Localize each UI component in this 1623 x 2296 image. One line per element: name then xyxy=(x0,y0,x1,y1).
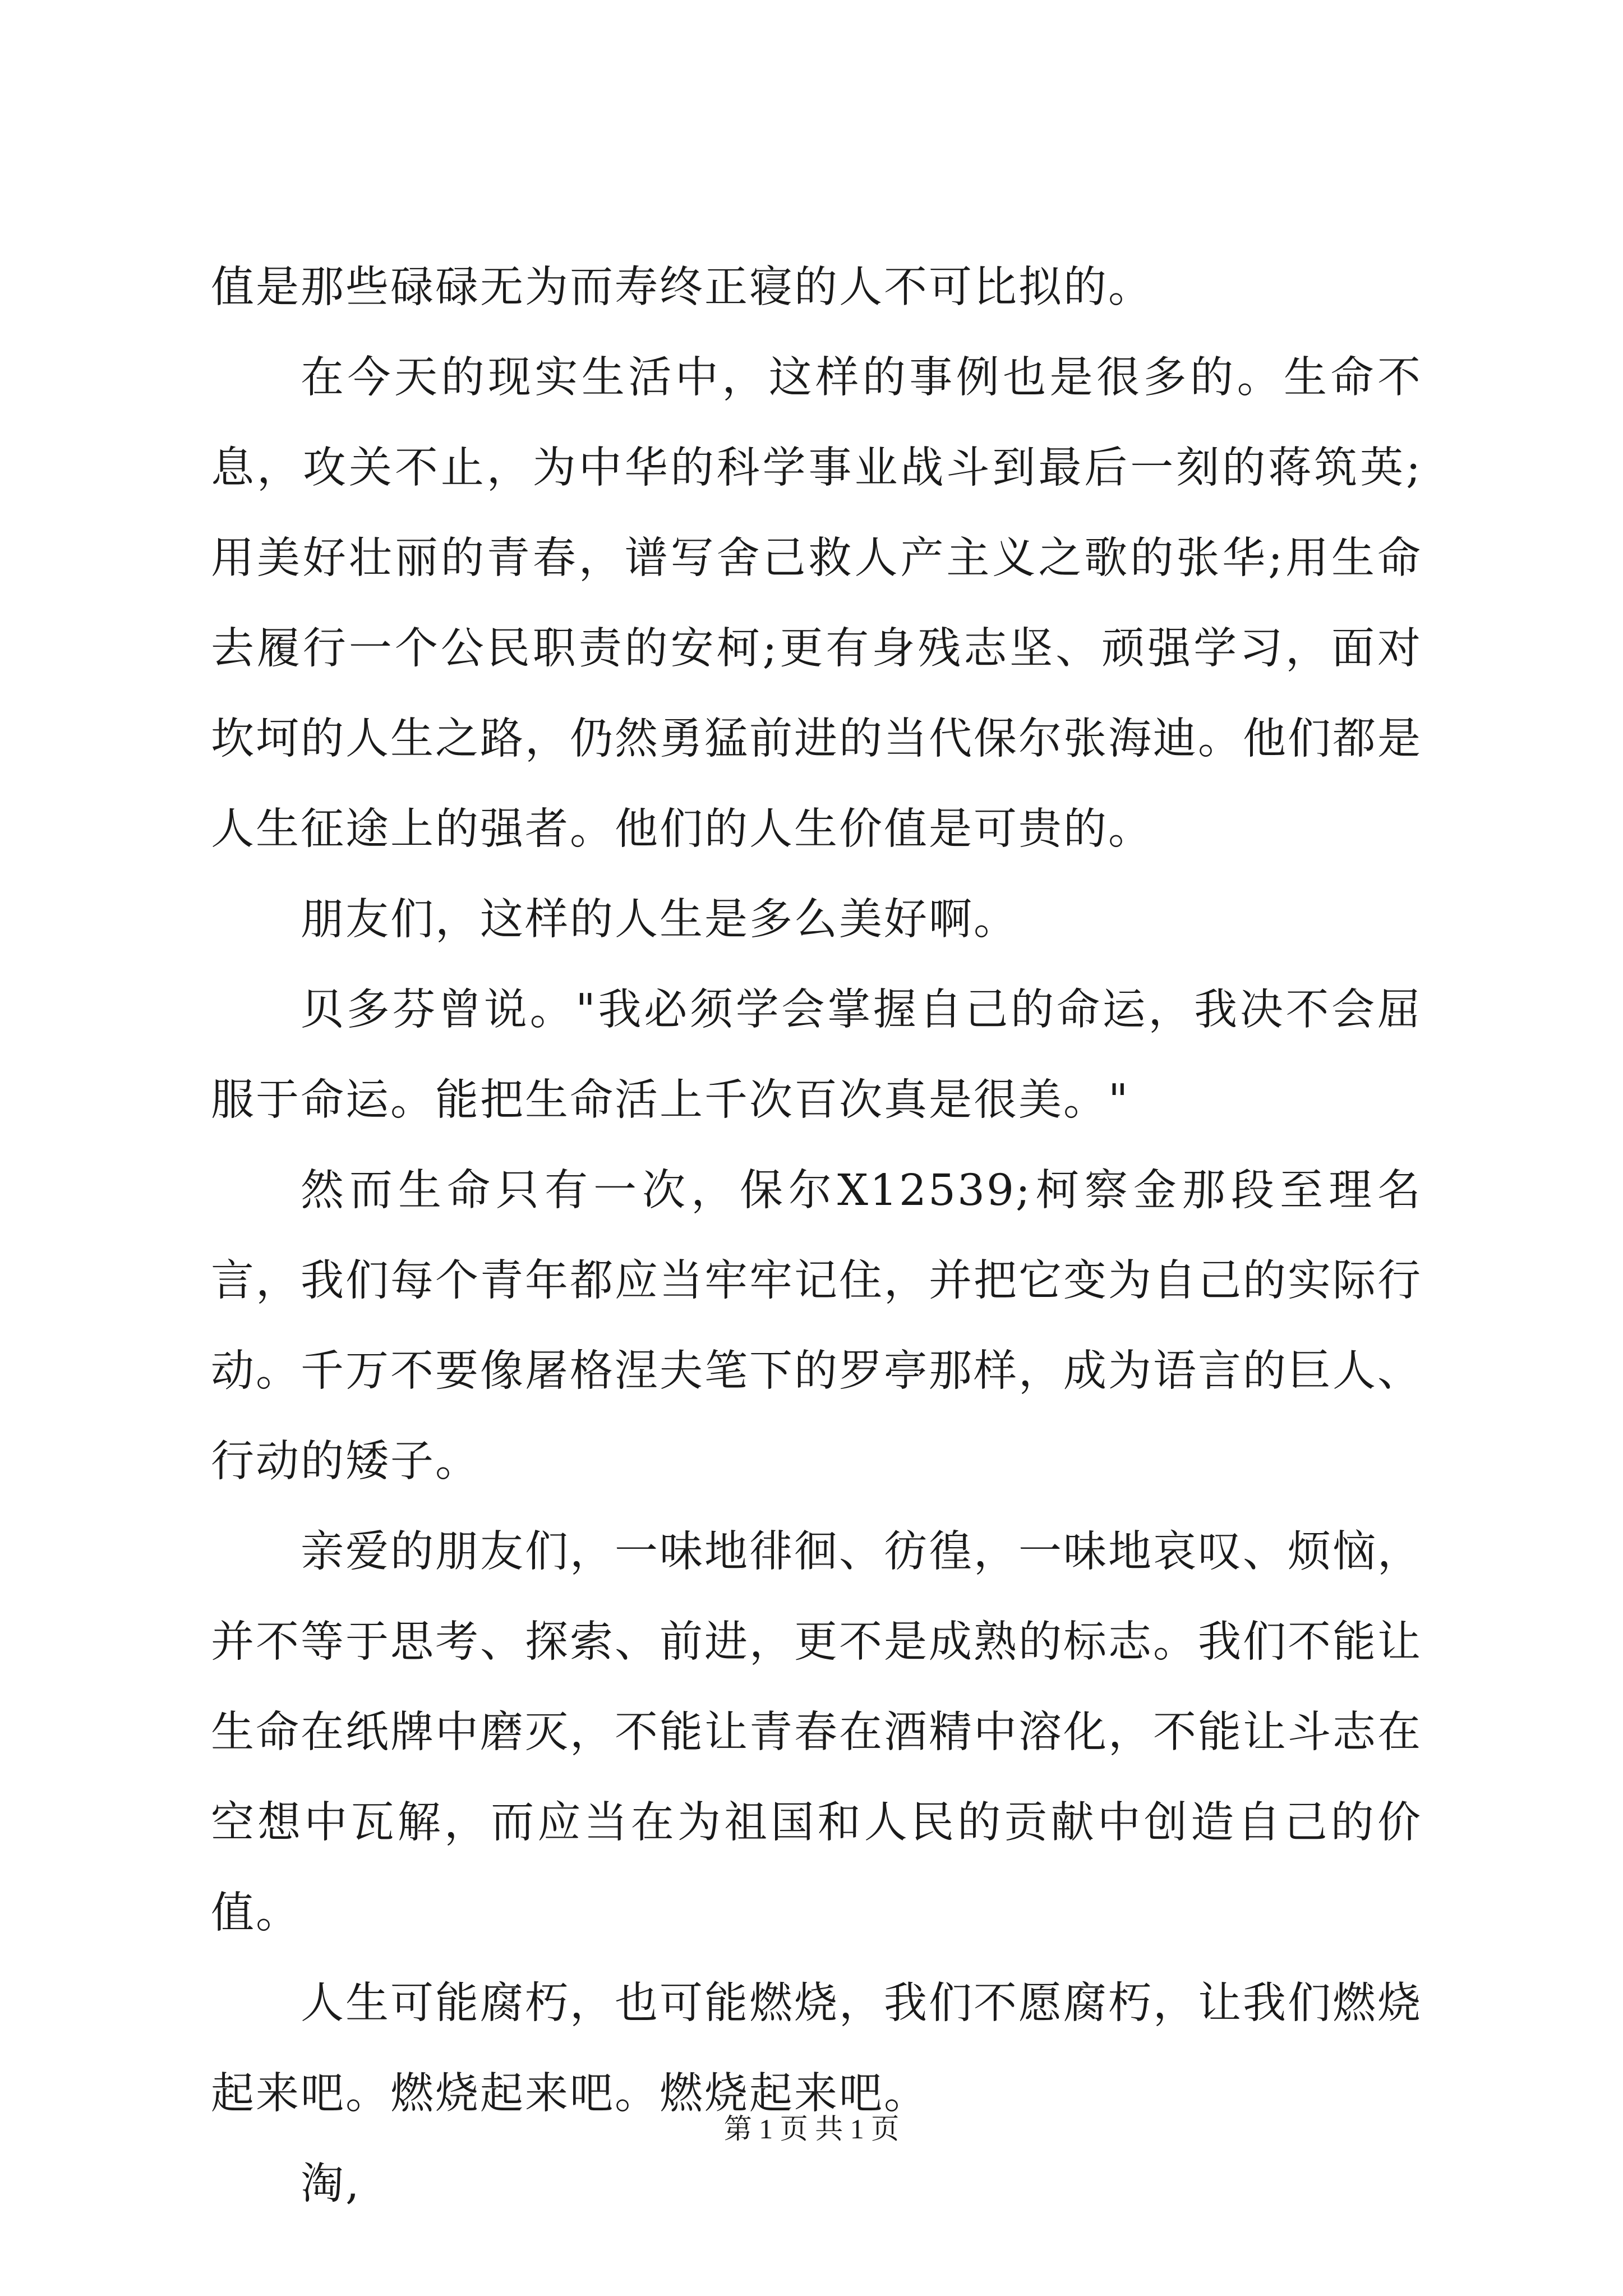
paragraph-3: 朋友们，这样的人生是多么美好啊。 xyxy=(301,895,1018,945)
paragraph-7: 人生可能腐朽，也可能燃烧，我们不愿腐朽，让我们燃烧起来吧。燃烧起来吧。燃烧起来吧。 xyxy=(211,1978,1422,2119)
paragraph-5: 然而生命只有一次，保尔X12539;柯察金那段至理名言，我们每个青年都应当牢牢记住，并把它变为自己的实际行动。千万不要像屠格涅夫笔下的罗亭那样，成为语言的巨人、行动的矮子。 xyxy=(211,1166,1422,1487)
document-body xyxy=(211,242,1422,2229)
paragraph-8: 淘, xyxy=(301,2159,361,2209)
paragraph-4: 贝多芬曾说。"我必须学会掌握自己的命运，我决不会屈服于命运。能把生命活上千次百次真是很美。" xyxy=(211,985,1422,1125)
page-footer xyxy=(0,2109,1623,2148)
page-number-info: 第 1 页 共 1 页 xyxy=(723,2113,900,2145)
paragraph-6: 亲爱的朋友们，一味地徘徊、彷徨，一味地哀叹、烦恼，并不等于思考、探索、前进，更不是成熟的标志。我们不能让生命在纸牌中磨灭，不能让青春在酒精中溶化，不能让斗志在空想中瓦解，而应当在为祖国和人民的贡献中创造自己的价值。 xyxy=(211,1527,1422,1938)
paragraph-2: 在今天的现实生活中，这样的事例也是很多的。生命不息，攻关不止，为中华的科学事业战斗到最后一刻的蒋筑英;用美好壮丽的青春，谱写舍己救人产主义之歌的张华;用生命去履行一个公民职责的安柯;更有身残志坚、顽强学习，面对坎坷的人生之路，仍然勇猛前进的当代保尔张海迪。他们都是人生征途上的强者。他们的人生价值是可贵的。 xyxy=(211,353,1422,854)
paragraph-1: 值是那些碌碌无为而寿终正寝的人不可比拟的。 xyxy=(211,263,1153,312)
